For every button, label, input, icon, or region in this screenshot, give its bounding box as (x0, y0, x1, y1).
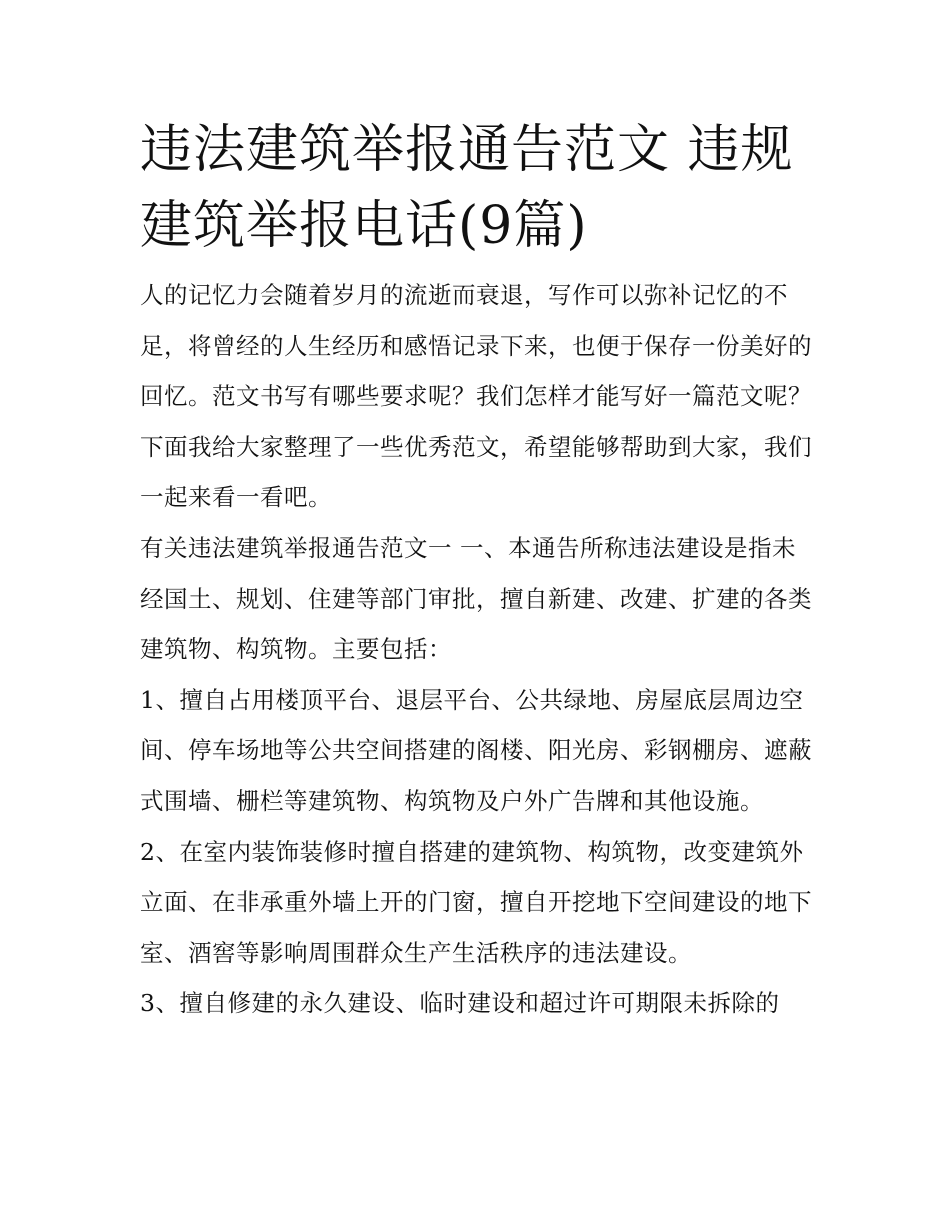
list-item-2: 2、在室内装饰装修时擅自搭建的建筑物、构筑物，改变建筑外立面、在非承重外墙上开的门窗，擅自开挖地下空间建设的地下室、酒窖等影响周围群众生产生活秩序的违法建设。 (140, 837, 812, 967)
list-item-3: 3、擅自修建的永久建设、临时建设和超过许可期限未拆除的 (140, 989, 780, 1018)
list-item-1: 1、擅自占用楼顶平台、退层平台、公共绿地、房屋底层周边空间、停车场地等公共空间搭建的阁楼、阳光房、彩钢棚房、遮蔽式围墙、栅栏等建筑物、构筑物及户外广告牌和其他设施。 (140, 685, 812, 815)
notice-intro-paragraph: 有关违法建筑举报通告范文一 一、本通告所称违法建设是指未经国土、规划、住建等部门审批，擅自新建、改建、扩建的各类建筑物、构筑物。主要包括： (140, 533, 812, 664)
document-body (140, 112, 816, 1029)
document-title: 违法建筑举报通告范文 违规建筑举报电话(9篇) (140, 120, 794, 256)
intro-paragraph: 人的记忆力会随着岁月的流逝而衰退，写作可以弥补记忆的不足，将曾经的人生经历和感悟记录下来，也便于保存一份美好的回忆。范文书写有哪些要求呢？我们怎样才能写好一篇范文呢？下面我给大家整理了一些优秀范文，希望能够帮助到大家，我们一起来看一看吧。 (140, 281, 812, 512)
